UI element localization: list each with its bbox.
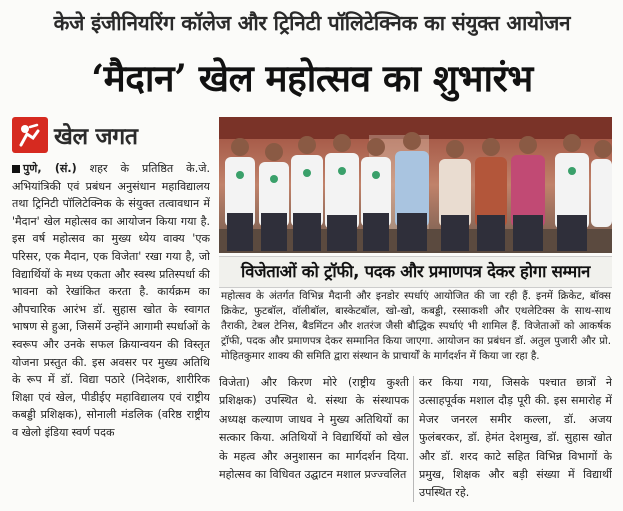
article-column-2: विजेता) और किरण मोरे (राष्ट्रीय कुश्ती प्रशिक्षक) उपस्थित थे. संस्था के संस्थापक अध्यक्ष कल्याण जाधव ने मुख्य अतिथियों का सत्कार किया. अतिथियों ने विद्यार्थियों को खेल के महत्व और अनुशासन का मार्गदर्शन दिया. महोत्सव का विधिवत उद्घाटन मशाल प्रज्ज्वलित	[219, 376, 409, 482]
photo-caption: विजेताओं को ट्रॉफी, पदक और प्रमाणपत्र देकर होगा सम्मान	[219, 256, 612, 288]
article-lead: शहर के प्रतिष्ठित के.जे. अभियांत्रिकी एवं प्रबंधन अनुसंधान महाविद्यालय तथा ट्रिनिटी पॉलिटेक्निक के संयुक्त तत्वावधान में 'मैदान' खेल महोत्सव का आयोजन किया गया है. इस वर्ष महोत्सव का मुख्य ध्येय वाक्य 'एक परिसर, एक मैदान, एक विजेता' रखा गया है, जो विद्यार्थियों के मध्य एकता और स्वस्थ प्रतिस्पर्धा की भावना को रेखांकित करता है. कार्यक्रम का औपचारिक आरंभ डॉ. सुहास खोत के स्वागत भाषण से हुआ, जिसमें उन्होंने आगामी स्पर्धाओं के स्वरूप और उनके सफल क्रियान्वयन की विस्तृत योजना प्रस्तुत की. इस अवसर पर मुख्य अतिथि के रूप में डॉ. विद्या पठारे (निदेशक, शारीरिक शिक्षा एवं खेल, पीडीईए महाविद्यालय एवं राष्ट्रीय कबड्डी प्रशिक्षक), सोनाली मंडलिक (वरिष्ठ राष्ट्रीय व खेलो इंडिया स्वर्ण पदक	[12, 162, 210, 439]
article-column-3: कर किया गया, जिसके पश्चात छात्रों ने उत्साहपूर्वक मशाल दौड़ पूरी की. इस समारोह में मेजर जनरल समीर कल्ला, डॉ. अजय फुलंबरकर, डॉ. हेमंत देशमुख, डॉ. सुहास खोत और डॉ. शरद काटे सहित विभिन्न विभागों के प्रमुख, शिक्षक और बड़ी संख्या में विद्यार्थी उपस्थित रहे.	[419, 376, 612, 500]
column-divider	[413, 376, 414, 502]
event-photo	[219, 117, 612, 253]
section-tag	[12, 116, 212, 154]
bullet-icon	[12, 165, 20, 173]
main-headline: ‘मैदान’ खेल महोत्सव का शुभारंभ	[91, 56, 533, 100]
article-column-1	[12, 160, 210, 506]
kicker-headline: केजे इंजीनियरिंग कॉलेज और ट्रिनिटी पॉलिटेक्निक का संयुक्त आयोजन	[53, 11, 571, 35]
photo-summary: महोत्सव के अंतर्गत विभिन्न मैदानी और इनडोर स्पर्धाएं आयोजित की जा रही हैं. इनमें क्रिकेट, बॉक्स क्रिकेट, फुटबॉल, वॉलीबॉल, बास्केटबॉल, खो-खो, कबड्डी, रस्साकशी और एथलेटिक्स के साथ-साथ तैराकी, टेबल टेनिस, बैडमिंटन और शतरंज जैसी बौद्धिक स्पर्धाएं भी शामिल हैं. विजेताओं को आकर्षक ट्रॉफी, पदक और प्रमाणपत्र देकर सम्मानित किया जाएगा. आयोजन का प्रबंधन डॉ. अतुल पुजारी और प्रो. मोहितकुमार शाक्य की समिति द्वारा संस्थान के प्राचार्यों के मार्गदर्शन में किया जा रहा है.	[221, 290, 611, 362]
section-label: खेल जगत	[54, 124, 138, 150]
sports-logo-icon	[12, 117, 48, 153]
dateline: पुणे, (सं.)	[23, 162, 77, 175]
